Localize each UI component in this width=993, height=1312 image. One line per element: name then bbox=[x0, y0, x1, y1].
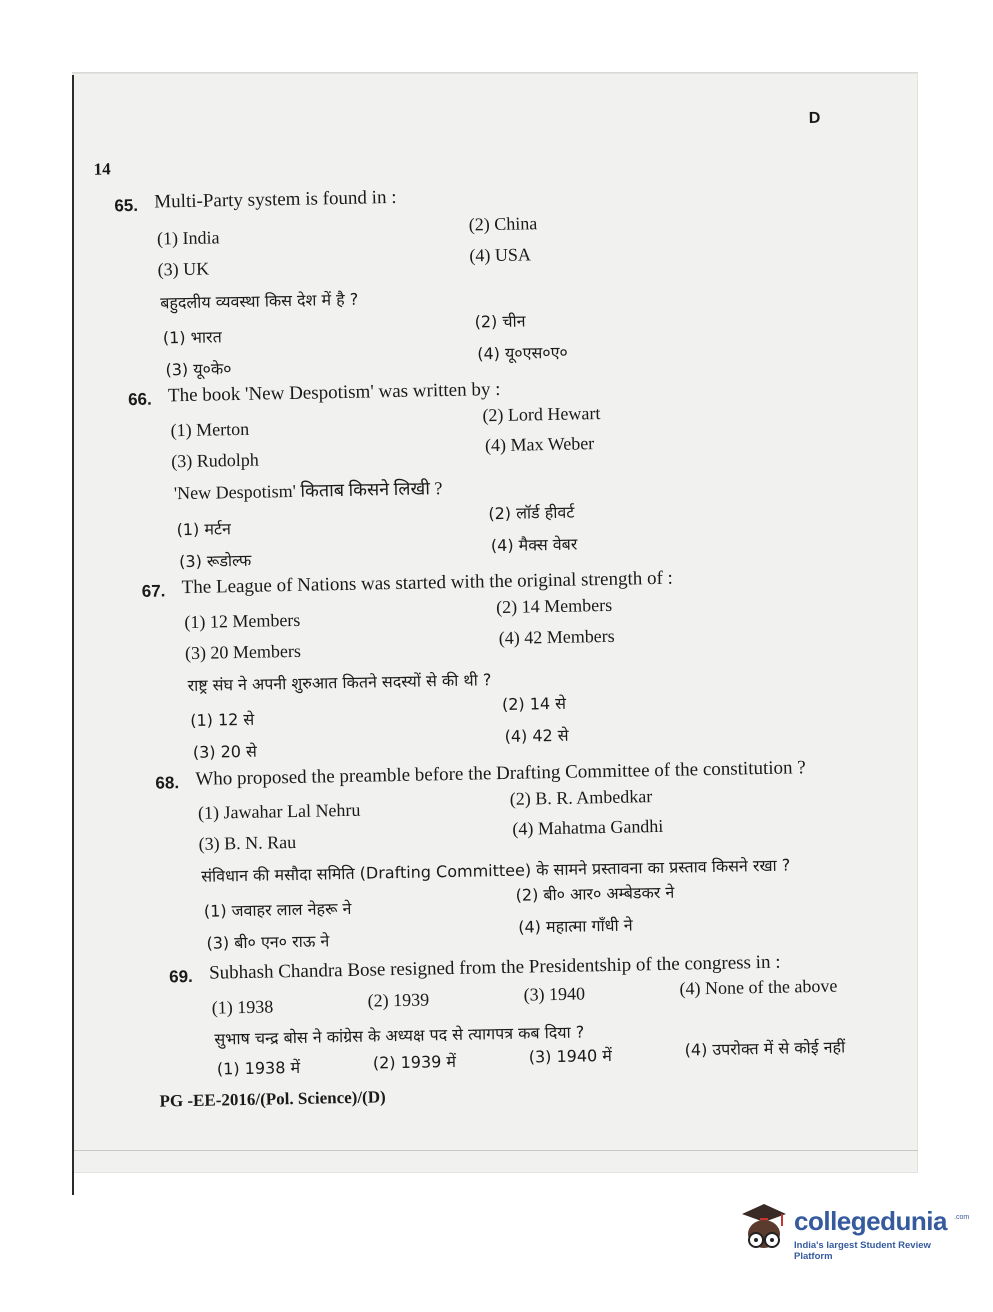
option-hindi: (1) मर्टन bbox=[176, 519, 232, 540]
question-text-hindi: सुभाष चन्द्र बोस ने कांग्रेस के अध्यक्ष पद से त्यागपत्र कब दिया ? bbox=[214, 1022, 585, 1049]
question-number: 68. bbox=[155, 773, 180, 793]
option-hindi: (3) बी० एन० राऊ ने bbox=[206, 931, 330, 953]
option-hindi: (4) उपरोक्त में से कोई नहीं bbox=[684, 1037, 846, 1060]
option: (2) B. R. Ambedkar bbox=[509, 786, 653, 809]
brand-tagline: India's largest Student Review Platform bbox=[794, 1240, 931, 1262]
question-text-hindi: बहुदलीय व्यवस्था किस देश में है ? bbox=[160, 289, 359, 313]
brand-name: collegedunia bbox=[794, 1206, 947, 1236]
collegedunia-watermark bbox=[738, 1200, 970, 1262]
option-hindi: (1) 1938 में bbox=[216, 1057, 301, 1079]
option-hindi: (3) यू०के० bbox=[165, 359, 232, 380]
option-hindi: (4) महात्मा गाँधी ने bbox=[518, 915, 633, 937]
option-hindi: (2) चीन bbox=[474, 311, 526, 332]
question-text-hindi: संविधान की मसौदा समिति (Drafting Committee) के सामने प्रस्तावना का प्रस्ताव किसने रखा ? bbox=[201, 855, 791, 886]
option-hindi: (4) यू०एस०ए० bbox=[477, 342, 568, 364]
option-hindi: (1) जवाहर लाल नेहरू ने bbox=[203, 898, 352, 921]
question-number: 69. bbox=[168, 966, 193, 987]
question-text: Who proposed the preamble before the Drafting Committee of the constitution ? bbox=[195, 757, 806, 790]
option: (1) Jawahar Lal Nehru bbox=[197, 799, 361, 823]
option: (4) USA bbox=[469, 244, 532, 266]
option: (3) B. N. Rau bbox=[198, 831, 297, 854]
question-number: 65. bbox=[114, 195, 139, 216]
option: (1) 12 Members bbox=[184, 609, 301, 633]
option: (1) India bbox=[156, 227, 220, 249]
option-hindi: (2) बी० आर० अम्बेडकर ने bbox=[515, 882, 675, 905]
option: (2) China bbox=[468, 213, 538, 235]
option-hindi: (3) 20 से bbox=[192, 741, 258, 762]
option: (2) Lord Hewart bbox=[482, 403, 601, 426]
option: (4) 42 Members bbox=[498, 625, 615, 649]
option: (3) UK bbox=[157, 258, 210, 280]
option: (1) Merton bbox=[170, 418, 250, 441]
option: (1) 1938 bbox=[211, 996, 274, 1018]
option: (4) Mahatma Gandhi bbox=[512, 815, 664, 839]
question-number: 66. bbox=[127, 389, 152, 410]
option: (4) None of the above bbox=[679, 975, 838, 999]
question-number: 67. bbox=[141, 581, 166, 601]
graduate-mascot-icon bbox=[738, 1200, 790, 1258]
page-number: 14 bbox=[93, 159, 111, 179]
option-hindi: (3) रूडोल्फ bbox=[179, 550, 252, 572]
question-text: Multi-Party system is found in : bbox=[154, 186, 397, 213]
option-hindi: (2) लॉर्ड हीवर्ट bbox=[488, 502, 575, 524]
option: (4) Max Weber bbox=[484, 433, 595, 456]
question-text: Subhash Chandra Bose resigned from the Presidentship of the congress in : bbox=[208, 951, 781, 984]
option-hindi: (2) 14 से bbox=[501, 693, 567, 714]
set-code: D bbox=[808, 109, 821, 127]
option-hindi: (4) मैक्स वेबर bbox=[490, 534, 578, 556]
question-text-hindi: राष्ट्र संघ ने अपनी शुरुआत कितने सदस्यों से की थी ? bbox=[187, 670, 492, 696]
question-text-hindi: 'New Despotism' किताब किसने लिखी ? bbox=[173, 478, 443, 504]
option: (3) 1940 bbox=[523, 983, 586, 1005]
option-hindi: (4) 42 से bbox=[504, 725, 569, 746]
brand-domain: .com bbox=[954, 1214, 970, 1221]
option-hindi: (1) भारत bbox=[162, 327, 222, 348]
question-text: The League of Nations was started with the original strength of : bbox=[181, 567, 674, 599]
option-hindi: (3) 1940 में bbox=[528, 1045, 613, 1067]
option-hindi: (1) 12 से bbox=[190, 709, 255, 730]
paper-code-footer: PG -EE-2016/(Pol. Science)/(D) bbox=[159, 1087, 386, 1111]
option-hindi: (2) 1939 में bbox=[372, 1051, 457, 1073]
option: (2) 14 Members bbox=[495, 594, 613, 618]
option: (3) Rudolph bbox=[171, 449, 259, 472]
option: (2) 1939 bbox=[367, 989, 430, 1011]
question-text: The book 'New Despotism' was written by : bbox=[167, 378, 501, 407]
option: (3) 20 Members bbox=[184, 640, 302, 664]
